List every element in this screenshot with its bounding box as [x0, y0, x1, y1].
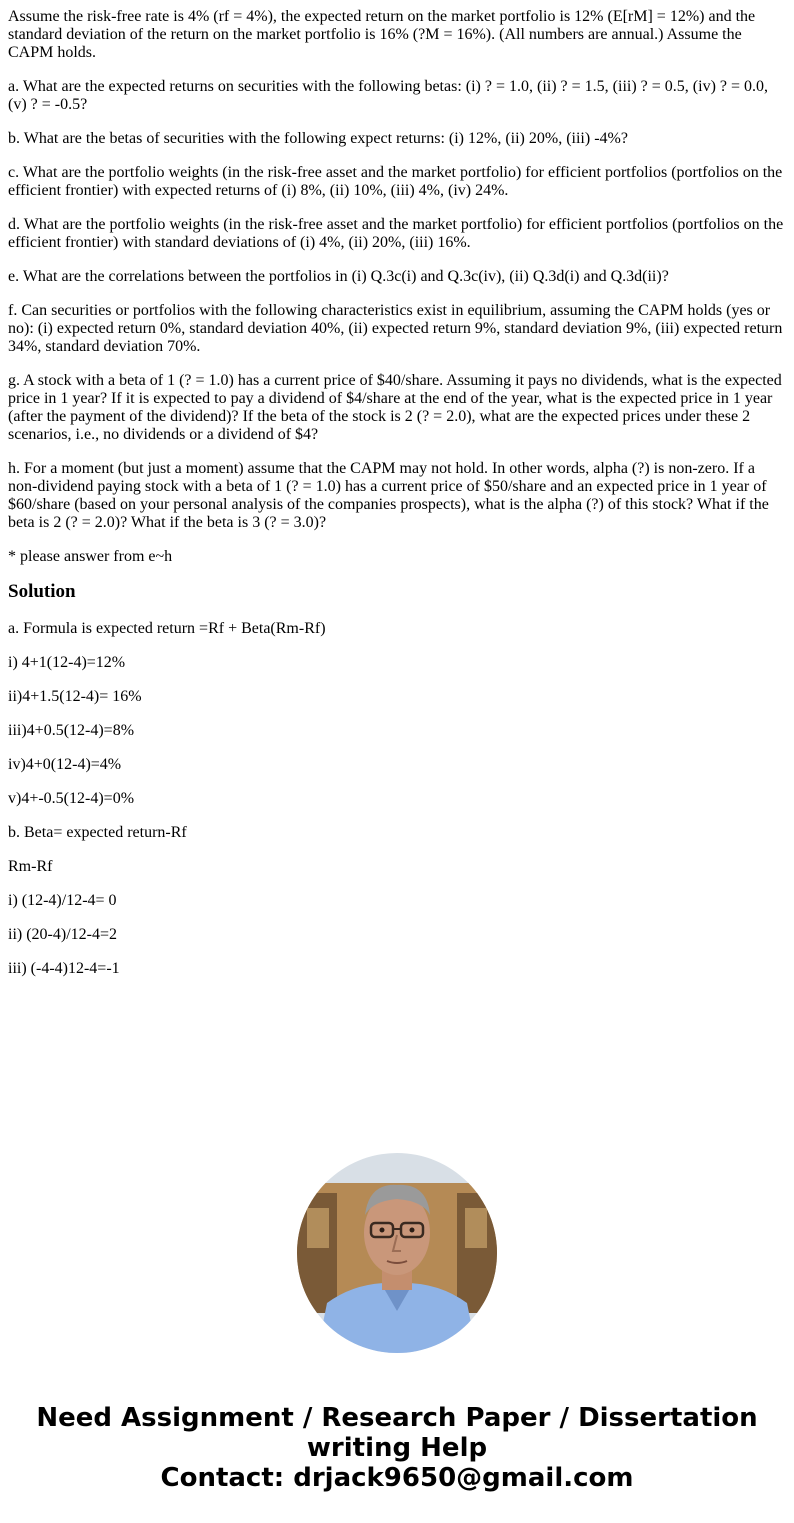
footer-banner [0, 1403, 794, 1493]
solution-line: iv)4+0(12-4)=4% [8, 756, 122, 773]
question-e: e. What are the correlations between the portfolios in (i) Q.3c(i) and Q.3c(iv), (ii) Q.3d(i) and Q.3d(ii)? [8, 268, 669, 285]
solution-line: v)4+-0.5(12-4)=0% [8, 790, 135, 807]
question-intro: Assume the risk-free rate is 4% (rf = 4%), the expected return on the market portfolio is 12% (E[rM] = 12%) and the standard deviation of the return on the market portfolio is 16% (?M = 16%). (All numbers are annual.) Assume the CAPM holds. [8, 8, 756, 61]
solution-line: b. Beta= expected return-Rf [8, 824, 187, 841]
question-b: b. What are the betas of securities with the following expect returns: (i) 12%, (ii) 20%, (iii) -4%? [8, 130, 628, 147]
solution-line: Rm-Rf [8, 858, 53, 875]
solution-line: ii) (20-4)/12-4=2 [8, 926, 117, 943]
solution-line: i) (12-4)/12-4= 0 [8, 892, 117, 909]
solution-heading: Solution [8, 581, 76, 602]
solution-line: a. Formula is expected return =Rf + Beta(Rm-Rf) [8, 620, 326, 637]
document-content [8, 8, 786, 994]
question-f: f. Can securities or portfolios with the following characteristics exist in equilibrium, assuming the CAPM holds (yes or no): (i) expected return 0%, standard deviation 40%, (ii) expected return 9%, standard deviation 9%, (iii) expected return 34%, standard deviation 70%. [8, 302, 783, 355]
question-h: h. For a moment (but just a moment) assume that the CAPM may not hold. In other words, alpha (?) is non-zero. If a non-dividend paying stock with a beta of 1 (? = 1.0) has a current price of $50/share and an expected price in 1 year of $60/share (based on your personal analysis of the companies prospects), what is the alpha (?) of this stock? What if the beta is 2 (? = 2.0)? What if the beta is 3 (? = 3.0)? [8, 460, 769, 531]
author-photo-illustration [297, 1153, 497, 1353]
footer-line-1: Need Assignment / Research Paper / Dissertation [36, 1403, 758, 1433]
author-avatar [297, 1153, 497, 1353]
solution-line: iii)4+0.5(12-4)=8% [8, 722, 135, 739]
question-g: g. A stock with a beta of 1 (? = 1.0) has a current price of $40/share. Assuming it pays no dividends, what is the expected price in 1 year? If it is expected to pay a dividend of $4/share at the end of the year, what is the expected price in 1 year (after the payment of the dividend)? If the beta of the stock is 2 (? = 2.0), what are the expected prices under these 2 scenarios, i.e., no dividends or a dividend of $4? [8, 372, 782, 443]
question-d: d. What are the portfolio weights (in the risk-free asset and the market portfolio) for efficient portfolios (portfolios on the efficient frontier) with standard deviations of (i) 4%, (ii) 20%, (iii) 16%. [8, 216, 784, 251]
solution-line: ii)4+1.5(12-4)= 16% [8, 688, 142, 705]
solution-line: i) 4+1(12-4)=12% [8, 654, 126, 671]
question-note: * please answer from e~h [8, 548, 173, 565]
question-c: c. What are the portfolio weights (in the risk-free asset and the market portfolio) for efficient portfolios (portfolios on the efficient frontier) with expected returns of (i) 8%, (ii) 10%, (iii) 4%, (iv) 24%. [8, 164, 783, 199]
footer-contact: Contact: drjack9650@gmail.com [160, 1463, 634, 1493]
solution-line: iii) (-4-4)12-4=-1 [8, 960, 120, 977]
footer-line-2: writing Help [306, 1433, 488, 1463]
question-a: a. What are the expected returns on securities with the following betas: (i) ? = 1.0, (ii) ? = 1.5, (iii) ? = 0.5, (iv) ? = 0.0, (v) ? = -0.5? [8, 78, 769, 113]
